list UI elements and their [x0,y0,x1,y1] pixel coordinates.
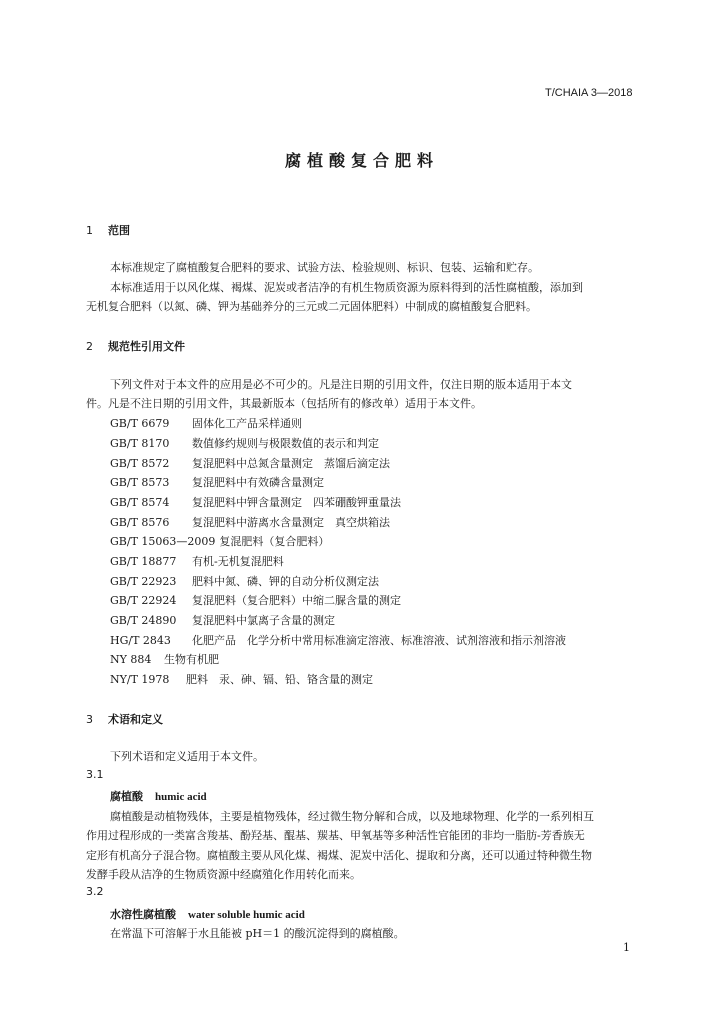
reference-title: 固体化工产品采样通则 [192,417,302,430]
paragraph-line: 在常温下可溶解于水且能被 pH＝1 的酸沉淀得到的腐植酸。 [110,927,405,940]
reference-title: 复混肥料中有效磷含量测定 [192,476,324,489]
reference-title: 有机-无机复混肥料 [192,555,284,568]
section-heading [86,222,130,238]
paragraph-line: 发酵手段从洁净的生物质资源中经腐殖化作用转化而来。 [86,868,361,881]
paragraph-line: 下列文件对于本文件的应用是必不可少的。凡是注日期的引用文件，仅注日期的版本适用于本文 [110,378,572,391]
reference-item [110,553,284,569]
term-en: humic acid [155,791,207,803]
reference-item [110,435,379,451]
section-number: 2 [86,340,93,353]
reference-title: 肥料中氮、磷、钾的自动分析仪测定法 [192,575,379,588]
reference-title: 复混肥料中总氮含量测定 蒸馏后滴定法 [192,457,390,470]
reference-code: GB/T 15063—2009 [110,535,216,548]
paragraph-line: 腐植酸是动植物残体，主要是植物残体，经过微生物分解和合成，以及地球物理、化学的一系列相互 [110,810,594,823]
section-number: 1 [86,224,93,237]
reference-code: GB/T 24890 [110,614,177,627]
reference-code: GB/T 8170 [110,437,170,450]
reference-code: NY 884 [110,653,152,666]
reference-item [110,671,373,687]
paragraph-line: 本标准适用于以风化煤、褐煤、泥炭或者洁净的有机生物质资源为原料得到的活性腐植酸，添加到 [110,281,583,294]
reference-title: 化肥产品 化学分析中常用标准滴定溶液、标准溶液、试剂溶液和指示剂溶液 [192,634,566,647]
reference-title: 肥料 汞、砷、镉、铅、铬含量的测定 [186,673,373,686]
term-number: 3.2 [86,885,104,898]
section-heading [86,711,163,727]
reference-title: 复混肥料（复合肥料） [219,535,330,548]
paragraph-line: 无机复合肥料（以氮、磷、钾为基础养分的三元或二元固体肥料）中制成的腐植酸复合肥料。 [86,300,537,313]
reference-item [110,573,379,589]
reference-title: 复混肥料中钾含量测定 四苯硼酸钾重量法 [192,496,401,509]
paragraph-line: 件。凡是不注日期的引用文件，其最新版本（包括所有的修改单）适用于本文件。 [86,397,482,410]
reference-title: 复混肥料中游离水含量测定 真空烘箱法 [192,516,390,529]
reference-item [110,514,390,530]
section-title: 范围 [108,224,130,237]
reference-title: 数值修约规则与极限数值的表示和判定 [192,437,379,450]
term-heading [110,906,305,922]
term-zh: 水溶性腐植酸 [110,908,176,921]
reference-item [110,415,302,431]
reference-code: GB/T 8572 [110,457,170,470]
reference-code: GB/T 22924 [110,594,177,607]
section-number: 3 [86,713,93,726]
section-heading [86,338,185,354]
reference-code: GB/T 18877 [110,555,177,568]
reference-item [110,632,566,648]
reference-code: NY/T 1978 [110,673,170,686]
page-number: 1 [623,941,630,954]
reference-item [110,612,335,628]
reference-code: GB/T 8573 [110,476,170,489]
reference-title: 生物有机肥 [164,653,219,666]
term-en: water soluble humic acid [188,909,305,921]
document-title: 腐植酸复合肥料 [284,151,439,170]
reference-item [110,533,329,549]
paragraph-line: 作用过程形成的一类富含羧基、酚羟基、醌基、羰基、甲氧基等多种活性官能团的非均一脂肪-芳香族无 [86,829,585,842]
section-title: 术语和定义 [108,713,163,726]
reference-code: GB/T 6679 [110,417,170,430]
document-id: T/CHAIA 3—2018 [545,87,633,99]
term-heading [110,788,207,804]
reference-code: GB/T 8574 [110,496,170,509]
section-title: 规范性引用文件 [108,340,185,353]
reference-code: GB/T 8576 [110,516,170,529]
term-zh: 腐植酸 [110,790,143,803]
reference-code: HG/T 2843 [110,634,171,647]
paragraph-line: 定形有机高分子混合物。腐植酸主要从风化煤、褐煤、泥炭中活化、提取和分离，还可以通过特种微生物 [86,849,592,862]
paragraph-line: 下列术语和定义适用于本文件。 [110,750,264,763]
reference-code: GB/T 22923 [110,575,177,588]
paragraph-line: 本标准规定了腐植酸复合肥料的要求、试验方法、检验规则、标识、包装、运输和贮存。 [110,261,539,274]
reference-item [110,474,324,490]
term-number: 3.1 [86,768,104,781]
reference-item [110,651,219,667]
reference-item [110,455,390,471]
reference-item [110,592,401,608]
reference-title: 复混肥料中氯离子含量的测定 [192,614,335,627]
reference-item [110,494,401,510]
reference-title: 复混肥料（复合肥料）中缩二脲含量的测定 [192,594,401,607]
